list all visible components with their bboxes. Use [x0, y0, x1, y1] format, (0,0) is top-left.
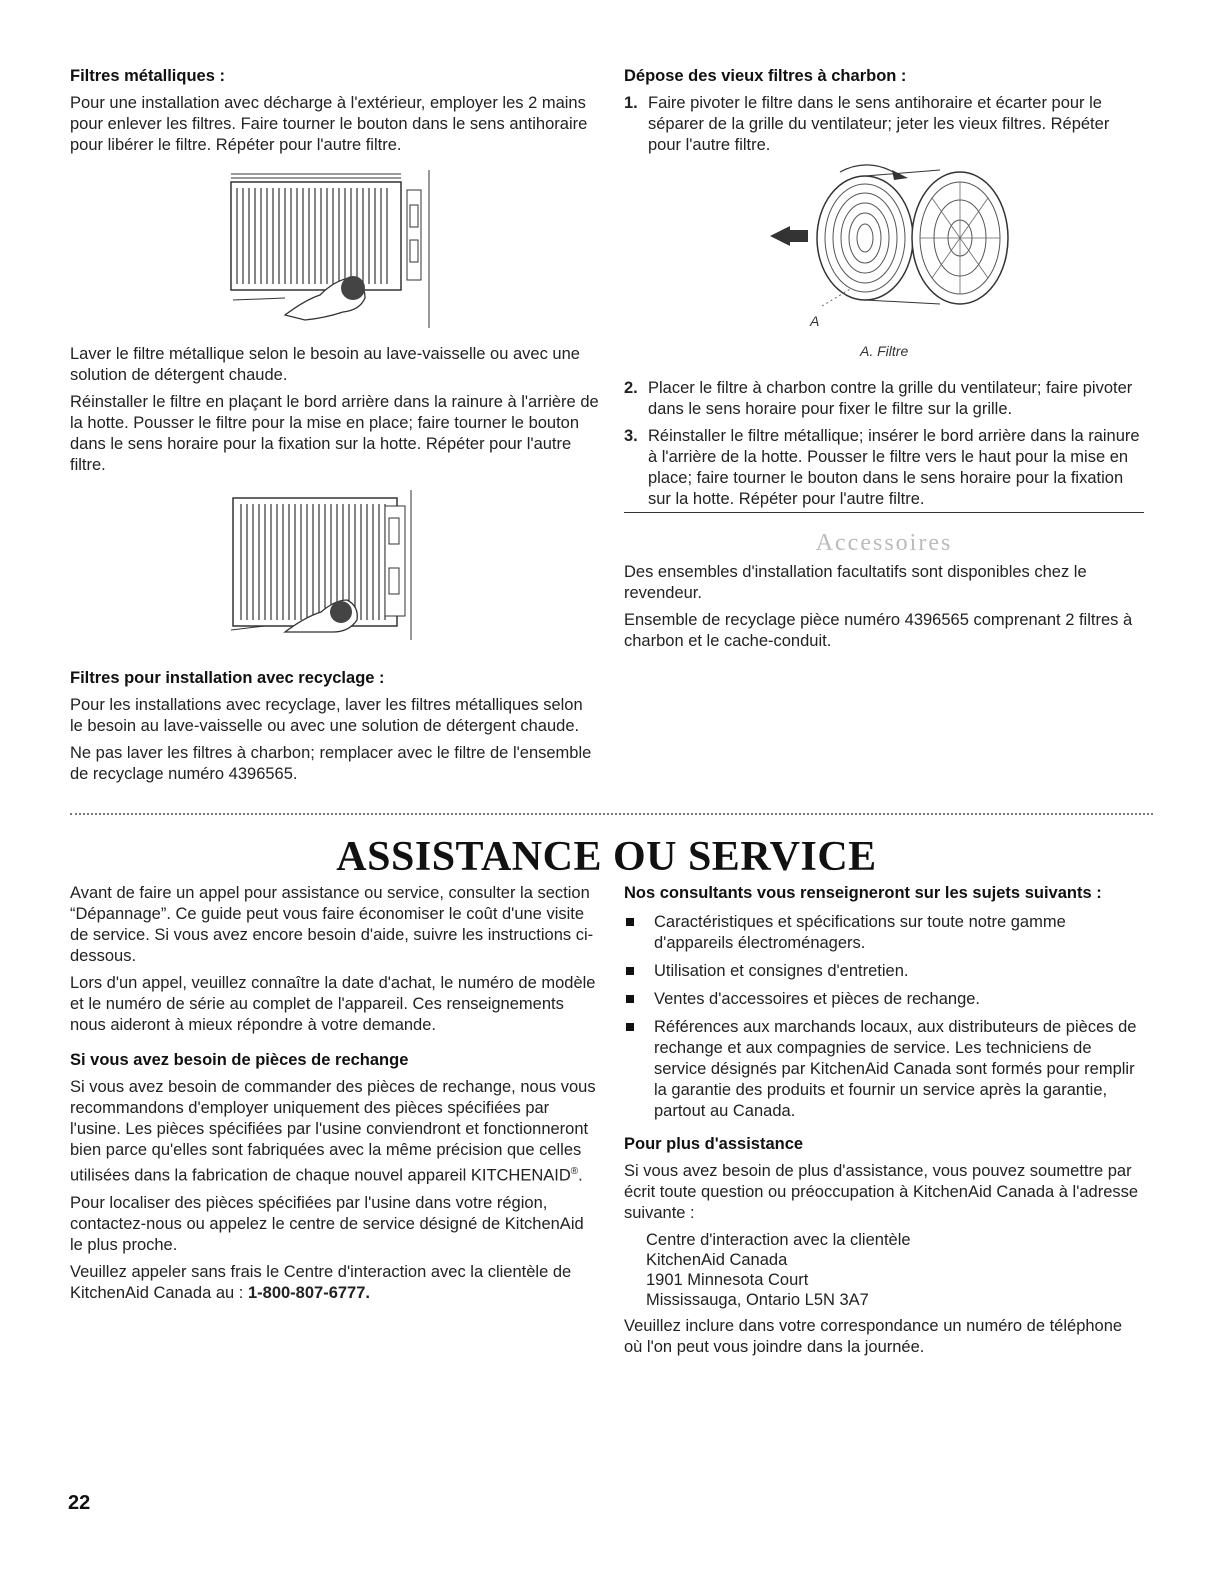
phone-number: 1-800-807-6777. — [247, 1283, 370, 1302]
step-item-2 — [624, 378, 1144, 420]
depose-heading: Dépose des vieux filtres à charbon : — [624, 67, 907, 85]
charcoal-filter-figure — [760, 156, 1030, 331]
step-number: 3. — [624, 427, 638, 445]
right-top-column — [624, 66, 1144, 162]
depose-steps-rest — [624, 378, 1144, 510]
phone-request-text: Veuillez inclure dans votre correspondance un numéro de téléphone où l'on peut vous joindre dans la journée. — [624, 1317, 1123, 1356]
registered-mark: ® — [570, 1166, 579, 1177]
consultants-list — [624, 912, 1144, 1122]
call-text — [70, 1262, 600, 1304]
metal-reinstall-text: Réinstaller le filtre en plaçant le bord arrière dans la rainure à l'arrière de la hotte. Pousser le filtre pour la mise en place; faire tourner le bouton dans le sens horaire pour la fixation sur la hotte. Répéter pour l'autre filtre. — [70, 393, 599, 474]
accessories-section — [624, 562, 1144, 658]
step-number: 2. — [624, 379, 638, 397]
parts-text-main: Si vous avez besoin de commander des pièces de rechange, nous vous recommandons d'employer uniquement des pièces spécifiées par l'usine. Les pièces spécifiées par l'usine conviendront et fonctionneront bien parce qu'elles sont fabriquées avec la même précision que celles utilisées dans la fabrication de chaque nouvel appareil KITCHENAID — [70, 1078, 596, 1185]
bullet-icon — [626, 995, 634, 1003]
step-text: Placer le filtre à charbon contre la grille du ventilateur; faire pivoter dans le sens horaire pour fixer le filtre sur la grille. — [648, 379, 1133, 418]
more-assistance-text: Si vous avez besoin de plus d'assistance, vous pouvez soumettre par écrit toute question ou préoccupation à KitchenAid Canada à l'adresse suivante : — [624, 1162, 1139, 1222]
list-item — [624, 1017, 1144, 1122]
bullet-icon — [626, 1023, 634, 1031]
consultants-heading: Nos consultants vous renseigneront sur les sujets suivants : — [624, 884, 1102, 902]
recycling-text-1: Pour les installations avec recyclage, laver les filtres métalliques selon le besoin au lave-vaisselle ou avec une solution de détergent chaude. — [70, 696, 583, 735]
list-item-text: Caractéristiques et spécifications sur toute notre gamme d'appareils électroménagers. — [654, 913, 1066, 952]
locate-parts-text: Pour localiser des pièces spécifiées par l'usine dans votre région, contactez-nous ou appelez le centre de service désigné de KitchenAid le plus proche. — [70, 1193, 584, 1254]
page-number: 22 — [68, 1492, 91, 1514]
service-call-info: Lors d'un appel, veuillez connaître la date d'achat, le numéro de modèle et le numéro de série au complet de l'appareil. Ces renseignements nous aideront à mieux répondre à votre demande. — [70, 974, 596, 1034]
accessories-text-2: Ensemble de recyclage pièce numéro 4396565 comprenant 2 filtres à charbon et le cache-conduit. — [624, 611, 1133, 650]
address-line: KitchenAid Canada — [646, 1251, 788, 1269]
metal-filter-reinstall-figure — [225, 482, 445, 642]
recycling-heading: Filtres pour installation avec recyclage : — [70, 669, 385, 687]
left-top-column-2 — [70, 344, 600, 482]
bullet-icon — [626, 967, 634, 975]
parts-text-end: . — [578, 1166, 583, 1185]
more-assistance-heading: Pour plus d'assistance — [624, 1135, 804, 1153]
address-line: Mississauga, Ontario L5N 3A7 — [646, 1291, 869, 1309]
depose-steps-first — [624, 93, 1144, 156]
address-block — [624, 1230, 1144, 1310]
accessories-divider — [624, 512, 1144, 513]
section-title: ASSISTANCE OU SERVICE — [336, 834, 877, 880]
recycling-text-2: Ne pas laver les filtres à charbon; remplacer avec le filtre de l'ensemble de recyclage numéro 4396565. — [70, 744, 592, 783]
figure-label-a: A — [810, 313, 820, 329]
accessories-text-1: Des ensembles d'installation facultatifs sont disponibles chez le revendeur. — [624, 563, 1087, 602]
figure-caption: A. Filtre — [860, 343, 909, 359]
step-item-3 — [624, 426, 1144, 510]
step-text: Réinstaller le filtre métallique; insérer le bord arrière dans la rainure à l'arrière de la hotte. Pousser le filtre vers le haut pour la mise en place; faire tourner le bouton dans le sens horaire pour la fixation sur la hotte. Répéter pour l'autre filtre. — [648, 427, 1140, 508]
recycling-section — [70, 668, 600, 791]
section-divider — [70, 813, 1153, 815]
parts-text — [70, 1077, 600, 1187]
step-number: 1. — [624, 94, 638, 112]
address-line: 1901 Minnesota Court — [646, 1271, 809, 1289]
address-line: Centre d'interaction avec la clientèle — [646, 1231, 911, 1249]
list-item — [624, 989, 1144, 1010]
bullet-icon — [626, 918, 634, 926]
service-intro: Avant de faire un appel pour assistance ou service, consulter la section “Dépannage”. Ce guide peut vous faire économiser le coût d'une visite de service. Si vous avez encore besoin d'aide, suivre les instructions ci-dessous. — [70, 884, 594, 965]
metal-filters-intro: Pour une installation avec décharge à l'extérieur, employer les 2 mains pour enlever les filtres. Faire tourner le bouton dans le sens antihoraire pour libérer le filtre. Répéter pour l'autre filtre. — [70, 94, 588, 154]
list-item-text: Références aux marchands locaux, aux distributeurs de pièces de rechange et aux compagnies de service. Les techniciens de service désignés par KitchenAid Canada sont formés pour remplir la garantie des produits et fournir un service après la garantie, partout au Canada. — [654, 1018, 1137, 1120]
accessories-title: Accessoires — [815, 530, 953, 556]
list-item — [624, 912, 1144, 954]
metal-filter-removal-figure — [225, 160, 445, 330]
metal-filters-heading: Filtres métalliques : — [70, 67, 225, 85]
call-text-main: Veuillez appeler sans frais le Centre d'interaction avec la clientèle de KitchenAid Canada au : — [70, 1262, 572, 1302]
right-bottom-column — [624, 883, 1144, 1364]
left-bottom-column — [70, 883, 600, 1310]
step-text: Faire pivoter le filtre dans le sens antihoraire et écarter pour le séparer de la grille du ventilateur; jeter les vieux filtres. Répéter pour l'autre filtre. — [648, 94, 1110, 154]
step-item-1 — [624, 93, 1144, 156]
list-item — [624, 961, 1144, 982]
parts-heading: Si vous avez besoin de pièces de rechange — [70, 1051, 409, 1069]
right-top-steps — [624, 378, 1144, 516]
list-item-text: Ventes d'accessoires et pièces de rechange. — [654, 990, 981, 1008]
list-item-text: Utilisation et consignes d'entretien. — [654, 962, 909, 980]
left-top-column — [70, 66, 600, 162]
metal-wash-text: Laver le filtre métallique selon le besoin au lave-vaisselle ou avec une solution de détergent chaude. — [70, 345, 580, 384]
